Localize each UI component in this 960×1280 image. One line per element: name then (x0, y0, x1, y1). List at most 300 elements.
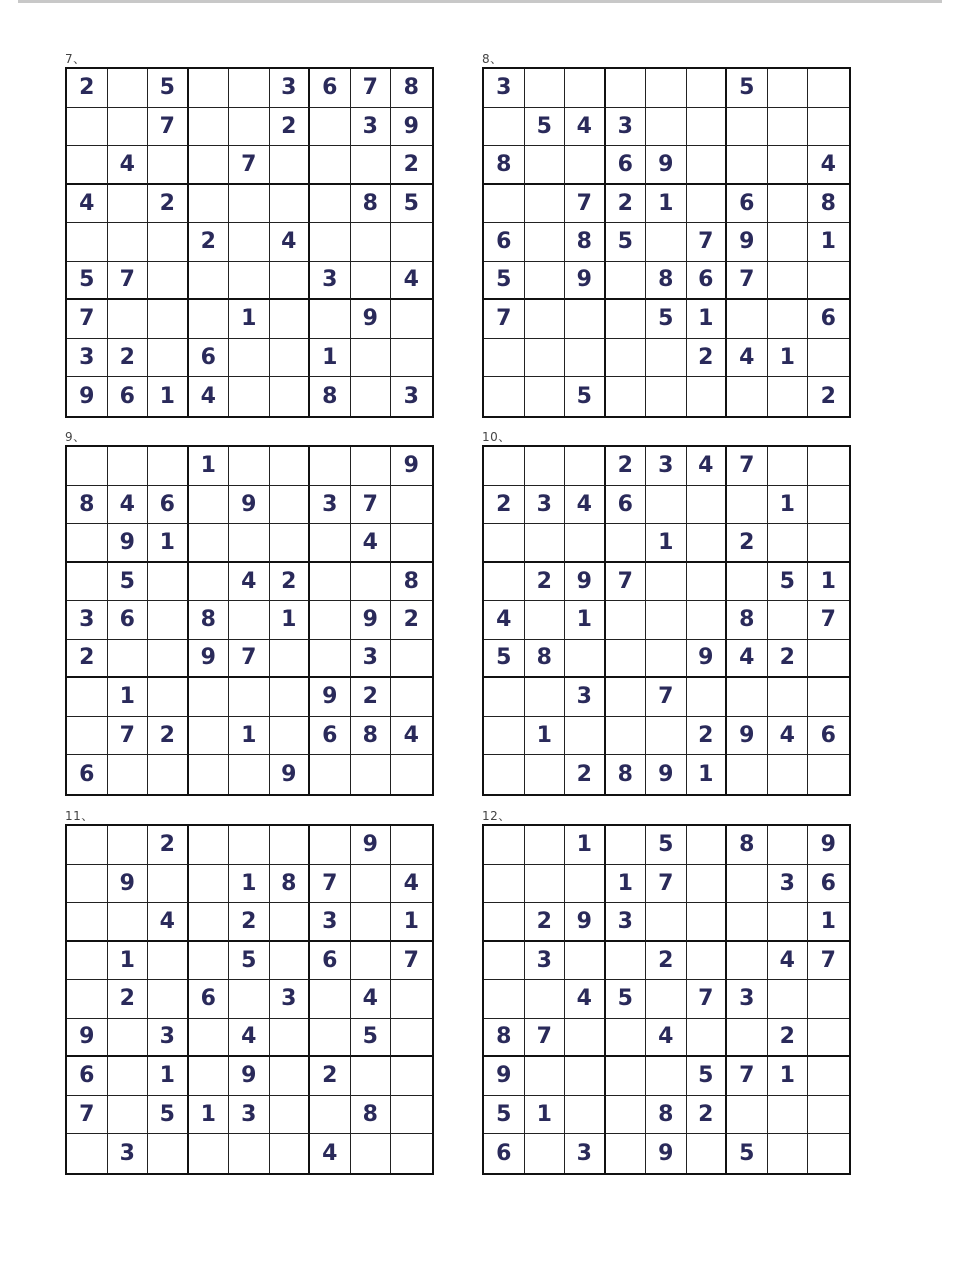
empty-cell[interactable] (484, 185, 525, 224)
empty-cell[interactable] (565, 717, 606, 756)
empty-cell[interactable] (270, 1057, 311, 1096)
empty-cell[interactable] (484, 678, 525, 717)
given-number-cell: 9 (391, 108, 432, 147)
given-number-cell: 1 (808, 223, 849, 262)
empty-cell[interactable] (768, 755, 809, 794)
empty-cell[interactable] (270, 339, 311, 378)
empty-cell[interactable] (727, 486, 768, 525)
empty-cell[interactable] (525, 262, 566, 301)
empty-cell[interactable] (270, 1096, 311, 1135)
empty-cell[interactable] (351, 865, 392, 904)
empty-cell[interactable] (270, 524, 311, 563)
empty-cell[interactable] (768, 185, 809, 224)
empty-cell[interactable] (646, 108, 687, 147)
empty-cell[interactable] (687, 1134, 728, 1173)
empty-cell[interactable] (565, 942, 606, 981)
empty-cell[interactable] (484, 942, 525, 981)
empty-cell[interactable] (270, 300, 311, 339)
empty-cell[interactable] (808, 524, 849, 563)
empty-cell[interactable] (808, 69, 849, 108)
empty-cell[interactable] (310, 185, 351, 224)
empty-cell[interactable] (768, 447, 809, 486)
empty-cell[interactable] (525, 601, 566, 640)
given-number-cell: 1 (687, 755, 728, 794)
empty-cell[interactable] (67, 942, 108, 981)
empty-cell[interactable] (808, 447, 849, 486)
empty-cell[interactable] (229, 185, 270, 224)
empty-cell[interactable] (606, 69, 647, 108)
empty-cell[interactable] (148, 678, 189, 717)
empty-cell[interactable] (391, 524, 432, 563)
empty-cell[interactable] (565, 640, 606, 679)
empty-cell[interactable] (189, 69, 230, 108)
empty-cell[interactable] (525, 300, 566, 339)
empty-cell[interactable] (768, 826, 809, 865)
empty-cell[interactable] (525, 146, 566, 185)
empty-cell[interactable] (67, 678, 108, 717)
empty-cell[interactable] (310, 1096, 351, 1135)
empty-cell[interactable] (565, 1096, 606, 1135)
empty-cell[interactable] (768, 146, 809, 185)
empty-cell[interactable] (484, 563, 525, 602)
empty-cell[interactable] (525, 1057, 566, 1096)
empty-cell[interactable] (351, 1134, 392, 1173)
empty-cell[interactable] (189, 903, 230, 942)
empty-cell[interactable] (310, 826, 351, 865)
empty-cell[interactable] (229, 69, 270, 108)
empty-cell[interactable] (67, 563, 108, 602)
empty-cell[interactable] (606, 640, 647, 679)
empty-cell[interactable] (148, 640, 189, 679)
puzzle-label: 12、 (482, 809, 511, 823)
empty-cell[interactable] (687, 1019, 728, 1058)
empty-cell[interactable] (687, 185, 728, 224)
given-number-cell: 8 (391, 69, 432, 108)
empty-cell[interactable] (67, 903, 108, 942)
empty-cell[interactable] (727, 942, 768, 981)
empty-cell[interactable] (351, 942, 392, 981)
empty-cell[interactable] (727, 300, 768, 339)
empty-cell[interactable] (310, 601, 351, 640)
empty-cell[interactable] (565, 69, 606, 108)
given-number-cell: 7 (565, 185, 606, 224)
empty-cell[interactable] (646, 339, 687, 378)
empty-cell[interactable] (108, 69, 149, 108)
empty-cell[interactable] (148, 1134, 189, 1173)
empty-cell[interactable] (565, 524, 606, 563)
empty-cell[interactable] (606, 377, 647, 416)
empty-cell[interactable] (270, 640, 311, 679)
empty-cell[interactable] (148, 865, 189, 904)
empty-cell[interactable] (484, 865, 525, 904)
empty-cell[interactable] (768, 1134, 809, 1173)
empty-cell[interactable] (525, 826, 566, 865)
empty-cell[interactable] (229, 262, 270, 301)
empty-cell[interactable] (727, 755, 768, 794)
empty-cell[interactable] (646, 640, 687, 679)
empty-cell[interactable] (525, 678, 566, 717)
empty-cell[interactable] (768, 601, 809, 640)
empty-cell[interactable] (351, 903, 392, 942)
empty-cell[interactable] (768, 262, 809, 301)
empty-cell[interactable] (189, 1057, 230, 1096)
empty-cell[interactable] (391, 755, 432, 794)
empty-cell[interactable] (229, 601, 270, 640)
empty-cell[interactable] (229, 108, 270, 147)
empty-cell[interactable] (351, 563, 392, 602)
empty-cell[interactable] (727, 563, 768, 602)
empty-cell[interactable] (229, 1134, 270, 1173)
empty-cell[interactable] (391, 1057, 432, 1096)
empty-cell[interactable] (687, 826, 728, 865)
given-number-cell: 4 (310, 1134, 351, 1173)
empty-cell[interactable] (646, 223, 687, 262)
empty-cell[interactable] (687, 486, 728, 525)
empty-cell[interactable] (391, 486, 432, 525)
given-number-cell: 1 (270, 601, 311, 640)
given-number-cell: 6 (67, 755, 108, 794)
empty-cell[interactable] (808, 1134, 849, 1173)
empty-cell[interactable] (391, 1019, 432, 1058)
empty-cell[interactable] (606, 524, 647, 563)
empty-cell[interactable] (310, 146, 351, 185)
empty-cell[interactable] (687, 563, 728, 602)
empty-cell[interactable] (808, 1096, 849, 1135)
empty-cell[interactable] (391, 300, 432, 339)
empty-cell[interactable] (310, 640, 351, 679)
empty-cell[interactable] (727, 1019, 768, 1058)
given-number-cell: 7 (808, 601, 849, 640)
empty-cell[interactable] (606, 1134, 647, 1173)
empty-cell[interactable] (808, 678, 849, 717)
empty-cell[interactable] (67, 865, 108, 904)
empty-cell[interactable] (310, 755, 351, 794)
empty-cell[interactable] (646, 486, 687, 525)
empty-cell[interactable] (270, 826, 311, 865)
empty-cell[interactable] (351, 223, 392, 262)
given-number-cell: 6 (808, 865, 849, 904)
empty-cell[interactable] (148, 339, 189, 378)
empty-cell[interactable] (484, 447, 525, 486)
empty-cell[interactable] (768, 980, 809, 1019)
empty-cell[interactable] (229, 826, 270, 865)
empty-cell[interactable] (229, 755, 270, 794)
empty-cell[interactable] (148, 300, 189, 339)
empty-cell[interactable] (108, 1019, 149, 1058)
empty-cell[interactable] (108, 300, 149, 339)
empty-cell[interactable] (67, 524, 108, 563)
given-number-cell: 6 (808, 717, 849, 756)
empty-cell[interactable] (525, 185, 566, 224)
given-number-cell: 5 (148, 1096, 189, 1135)
empty-cell[interactable] (310, 108, 351, 147)
empty-cell[interactable] (646, 601, 687, 640)
empty-cell[interactable] (189, 678, 230, 717)
empty-cell[interactable] (270, 146, 311, 185)
empty-cell[interactable] (189, 1134, 230, 1173)
empty-cell[interactable] (484, 903, 525, 942)
given-number-cell: 2 (148, 826, 189, 865)
empty-cell[interactable] (270, 903, 311, 942)
empty-cell[interactable] (270, 717, 311, 756)
empty-cell[interactable] (310, 524, 351, 563)
empty-cell[interactable] (270, 185, 311, 224)
empty-cell[interactable] (525, 223, 566, 262)
empty-cell[interactable] (646, 69, 687, 108)
given-number-cell: 2 (525, 563, 566, 602)
empty-cell[interactable] (484, 755, 525, 794)
empty-cell[interactable] (391, 640, 432, 679)
empty-cell[interactable] (727, 146, 768, 185)
empty-cell[interactable] (525, 69, 566, 108)
empty-cell[interactable] (646, 377, 687, 416)
empty-cell[interactable] (148, 755, 189, 794)
empty-cell[interactable] (768, 678, 809, 717)
empty-cell[interactable] (108, 903, 149, 942)
empty-cell[interactable] (606, 826, 647, 865)
empty-cell[interactable] (67, 447, 108, 486)
empty-cell[interactable] (229, 678, 270, 717)
empty-cell[interactable] (270, 486, 311, 525)
empty-cell[interactable] (565, 300, 606, 339)
empty-cell[interactable] (148, 563, 189, 602)
empty-cell[interactable] (391, 339, 432, 378)
empty-cell[interactable] (67, 980, 108, 1019)
empty-cell[interactable] (189, 524, 230, 563)
empty-cell[interactable] (351, 262, 392, 301)
empty-cell[interactable] (148, 942, 189, 981)
empty-cell[interactable] (646, 717, 687, 756)
empty-cell[interactable] (484, 108, 525, 147)
empty-cell[interactable] (108, 640, 149, 679)
empty-cell[interactable] (768, 69, 809, 108)
empty-cell[interactable] (229, 339, 270, 378)
empty-cell[interactable] (808, 640, 849, 679)
empty-cell[interactable] (148, 223, 189, 262)
empty-cell[interactable] (310, 1019, 351, 1058)
empty-cell[interactable] (525, 339, 566, 378)
empty-cell[interactable] (67, 108, 108, 147)
empty-cell[interactable] (67, 223, 108, 262)
empty-cell[interactable] (229, 524, 270, 563)
empty-cell[interactable] (67, 826, 108, 865)
empty-cell[interactable] (484, 826, 525, 865)
empty-cell[interactable] (606, 262, 647, 301)
empty-cell[interactable] (565, 865, 606, 904)
empty-cell[interactable] (189, 1019, 230, 1058)
empty-cell[interactable] (525, 980, 566, 1019)
empty-cell[interactable] (808, 108, 849, 147)
empty-cell[interactable] (148, 447, 189, 486)
top-divider-line (18, 0, 942, 3)
empty-cell[interactable] (687, 146, 728, 185)
empty-cell[interactable] (148, 262, 189, 301)
empty-cell[interactable] (565, 146, 606, 185)
empty-cell[interactable] (768, 1096, 809, 1135)
empty-cell[interactable] (525, 377, 566, 416)
sudoku-grid (482, 445, 851, 796)
empty-cell[interactable] (606, 339, 647, 378)
empty-cell[interactable] (189, 486, 230, 525)
empty-cell[interactable] (229, 447, 270, 486)
empty-cell[interactable] (808, 262, 849, 301)
empty-cell[interactable] (108, 108, 149, 147)
empty-cell[interactable] (189, 108, 230, 147)
empty-cell[interactable] (525, 524, 566, 563)
empty-cell[interactable] (565, 447, 606, 486)
empty-cell[interactable] (768, 223, 809, 262)
empty-cell[interactable] (391, 826, 432, 865)
empty-cell[interactable] (808, 339, 849, 378)
empty-cell[interactable] (606, 1057, 647, 1096)
empty-cell[interactable] (189, 146, 230, 185)
empty-cell[interactable] (270, 678, 311, 717)
empty-cell[interactable] (606, 1019, 647, 1058)
empty-cell[interactable] (808, 486, 849, 525)
empty-cell[interactable] (229, 980, 270, 1019)
given-number-cell: 4 (391, 262, 432, 301)
empty-cell[interactable] (67, 146, 108, 185)
given-number-cell: 5 (484, 640, 525, 679)
empty-cell[interactable] (351, 146, 392, 185)
empty-cell[interactable] (808, 980, 849, 1019)
empty-cell[interactable] (768, 524, 809, 563)
empty-cell[interactable] (189, 300, 230, 339)
empty-cell[interactable] (606, 1096, 647, 1135)
empty-cell[interactable] (229, 377, 270, 416)
given-number-cell: 1 (808, 563, 849, 602)
empty-cell[interactable] (484, 377, 525, 416)
empty-cell[interactable] (148, 146, 189, 185)
empty-cell[interactable] (108, 1057, 149, 1096)
empty-cell[interactable] (67, 717, 108, 756)
empty-cell[interactable] (351, 755, 392, 794)
empty-cell[interactable] (108, 1096, 149, 1135)
empty-cell[interactable] (565, 1019, 606, 1058)
empty-cell[interactable] (391, 678, 432, 717)
given-number-cell: 3 (606, 108, 647, 147)
given-number-cell: 3 (270, 980, 311, 1019)
empty-cell[interactable] (606, 717, 647, 756)
empty-cell[interactable] (687, 903, 728, 942)
empty-cell[interactable] (727, 108, 768, 147)
empty-cell[interactable] (525, 755, 566, 794)
empty-cell[interactable] (687, 69, 728, 108)
given-number-cell: 9 (67, 377, 108, 416)
empty-cell[interactable] (189, 865, 230, 904)
empty-cell[interactable] (687, 108, 728, 147)
empty-cell[interactable] (606, 942, 647, 981)
empty-cell[interactable] (148, 601, 189, 640)
empty-cell[interactable] (108, 223, 149, 262)
empty-cell[interactable] (525, 1134, 566, 1173)
empty-cell[interactable] (687, 865, 728, 904)
empty-cell[interactable] (525, 865, 566, 904)
empty-cell[interactable] (189, 755, 230, 794)
empty-cell[interactable] (67, 1134, 108, 1173)
empty-cell[interactable] (310, 980, 351, 1019)
empty-cell[interactable] (229, 223, 270, 262)
empty-cell[interactable] (727, 1096, 768, 1135)
empty-cell[interactable] (646, 903, 687, 942)
empty-cell[interactable] (351, 339, 392, 378)
empty-cell[interactable] (727, 903, 768, 942)
empty-cell[interactable] (310, 563, 351, 602)
empty-cell[interactable] (108, 755, 149, 794)
empty-cell[interactable] (391, 223, 432, 262)
empty-cell[interactable] (351, 377, 392, 416)
empty-cell[interactable] (189, 717, 230, 756)
empty-cell[interactable] (808, 1019, 849, 1058)
empty-cell[interactable] (270, 942, 311, 981)
empty-cell[interactable] (565, 339, 606, 378)
empty-cell[interactable] (108, 185, 149, 224)
empty-cell[interactable] (270, 1134, 311, 1173)
empty-cell[interactable] (148, 980, 189, 1019)
empty-cell[interactable] (646, 563, 687, 602)
empty-cell[interactable] (391, 1134, 432, 1173)
empty-cell[interactable] (565, 1057, 606, 1096)
empty-cell[interactable] (525, 447, 566, 486)
empty-cell[interactable] (270, 262, 311, 301)
empty-cell[interactable] (727, 678, 768, 717)
empty-cell[interactable] (768, 377, 809, 416)
empty-cell[interactable] (189, 563, 230, 602)
given-number-cell: 8 (391, 563, 432, 602)
empty-cell[interactable] (808, 755, 849, 794)
empty-cell[interactable] (606, 678, 647, 717)
empty-cell[interactable] (646, 1057, 687, 1096)
empty-cell[interactable] (687, 524, 728, 563)
empty-cell[interactable] (108, 826, 149, 865)
empty-cell[interactable] (270, 447, 311, 486)
empty-cell[interactable] (808, 1057, 849, 1096)
empty-cell[interactable] (727, 377, 768, 416)
empty-cell[interactable] (687, 601, 728, 640)
given-number-cell: 8 (351, 1096, 392, 1135)
empty-cell[interactable] (687, 377, 728, 416)
empty-cell[interactable] (768, 108, 809, 147)
empty-cell[interactable] (391, 1096, 432, 1135)
empty-cell[interactable] (189, 942, 230, 981)
empty-cell[interactable] (310, 223, 351, 262)
empty-cell[interactable] (484, 717, 525, 756)
empty-cell[interactable] (646, 980, 687, 1019)
empty-cell[interactable] (768, 300, 809, 339)
empty-cell[interactable] (768, 903, 809, 942)
empty-cell[interactable] (351, 1057, 392, 1096)
empty-cell[interactable] (108, 447, 149, 486)
empty-cell[interactable] (270, 1019, 311, 1058)
empty-cell[interactable] (391, 980, 432, 1019)
empty-cell[interactable] (606, 601, 647, 640)
empty-cell[interactable] (727, 865, 768, 904)
empty-cell[interactable] (189, 826, 230, 865)
empty-cell[interactable] (484, 980, 525, 1019)
empty-cell[interactable] (189, 262, 230, 301)
empty-cell[interactable] (687, 942, 728, 981)
empty-cell[interactable] (189, 185, 230, 224)
empty-cell[interactable] (351, 447, 392, 486)
empty-cell[interactable] (687, 678, 728, 717)
given-number-cell: 7 (646, 678, 687, 717)
empty-cell[interactable] (484, 524, 525, 563)
empty-cell[interactable] (270, 377, 311, 416)
empty-cell[interactable] (484, 339, 525, 378)
empty-cell[interactable] (310, 300, 351, 339)
empty-cell[interactable] (606, 300, 647, 339)
empty-cell[interactable] (310, 447, 351, 486)
